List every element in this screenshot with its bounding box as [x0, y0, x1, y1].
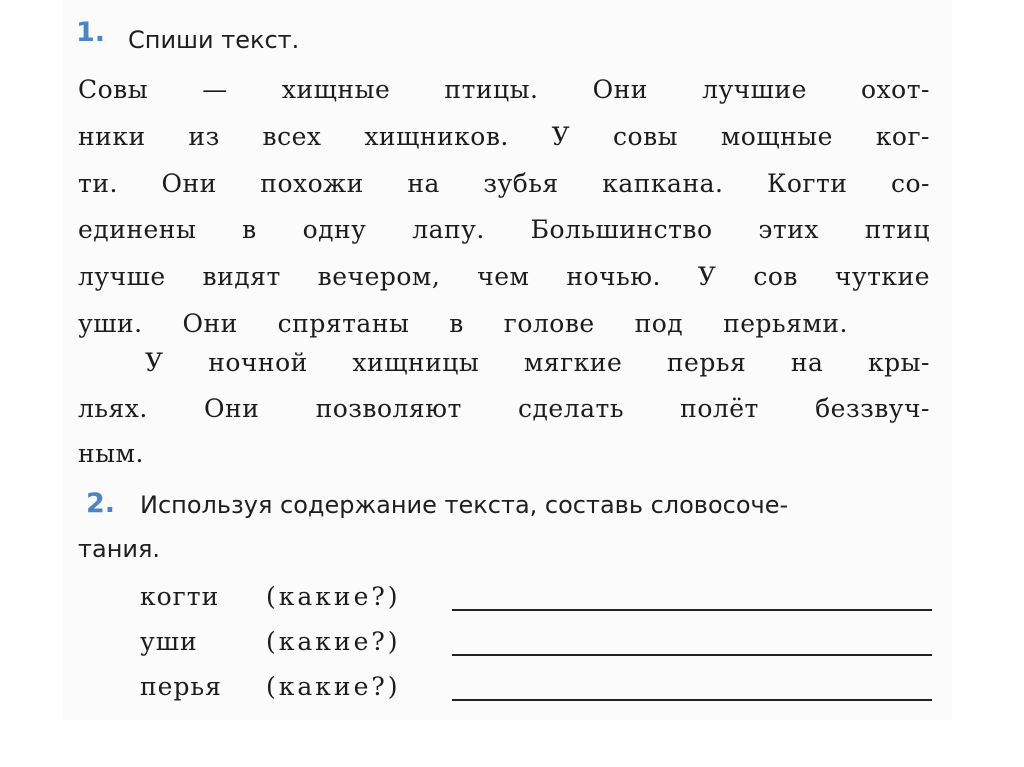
answer-question: (какие?) [266, 582, 401, 611]
answer-row-feathers [140, 672, 940, 706]
answer-blank-line[interactable] [452, 654, 932, 656]
answer-word: перья [140, 672, 222, 701]
answer-row-ears [140, 627, 940, 661]
task-1-number: 1. [76, 17, 106, 48]
answer-word: когти [140, 582, 220, 611]
passage-line: льях. Они позволяют сделать полёт беззвуч- [78, 394, 930, 423]
answer-word: уши [140, 627, 198, 656]
answer-blank-line[interactable] [452, 609, 932, 611]
passage-line: Совы — хищные птицы. Они лучшие охот- [78, 75, 930, 104]
task-2-heading: Используя содержание текста, составь словосоче- [140, 491, 789, 519]
answer-blank-line[interactable] [452, 699, 932, 701]
answer-question: (какие?) [266, 627, 401, 656]
task-2-heading-continuation: тания. [78, 535, 161, 563]
answer-question: (какие?) [266, 672, 401, 701]
passage-line: лучше видят вечером, чем ночью. У сов чуткие [78, 262, 930, 291]
passage-line: единены в одну лапу. Большинство этих птиц [78, 215, 930, 244]
passage-line: уши. Они спрятаны в голове под перьями. [78, 309, 848, 338]
passage-line: У ночной хищницы мягкие перья на кры- [145, 348, 930, 377]
answer-row-claws [140, 582, 940, 616]
passage-line: ники из всех хищников. У совы мощные ког- [78, 122, 930, 151]
task-1-heading: Спиши текст. [128, 26, 300, 54]
task-2-number: 2. [86, 488, 116, 519]
passage-line: ти. Они похожи на зубья капкана. Когти со- [78, 169, 930, 198]
passage-line: ным. [78, 439, 144, 468]
